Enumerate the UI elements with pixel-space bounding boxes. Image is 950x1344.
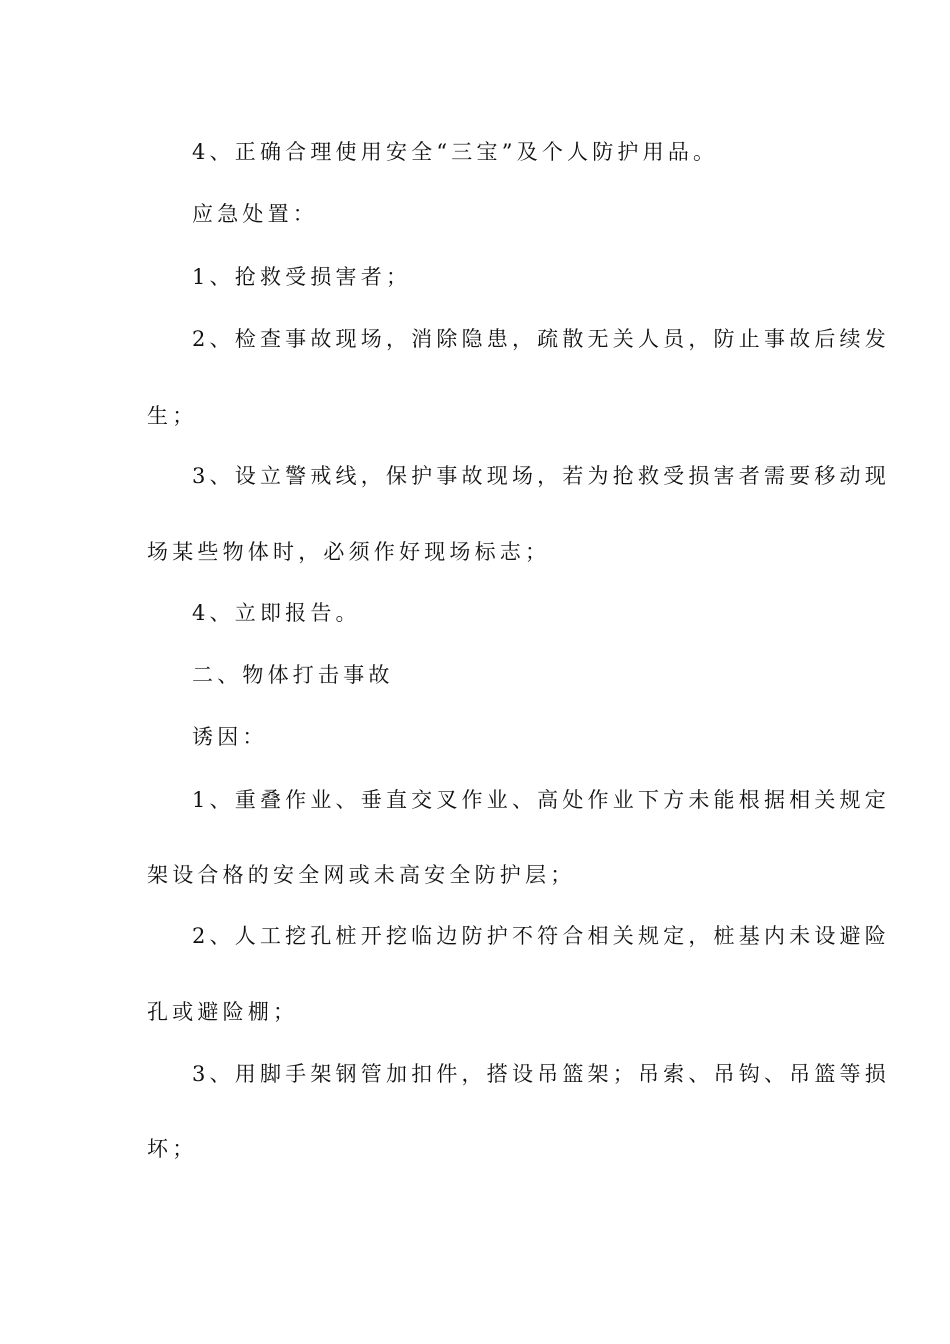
paragraph-line: 坏； xyxy=(147,1137,198,1161)
paragraph-line: 2、人工挖孔桩开挖临边防护不符合相关规定，桩基内未设避险 xyxy=(192,924,890,948)
paragraph-line: 3、用脚手架钢管加扣件，搭设吊篮架；吊索、吊钩、吊篮等损 xyxy=(192,1062,890,1086)
paragraph-line: 生； xyxy=(147,404,198,428)
paragraph-line: 3、设立警戒线，保护事故现场，若为抢救受损害者需要移动现 xyxy=(192,464,890,488)
paragraph-line: 架设合格的安全网或未高安全防护层； xyxy=(147,863,576,887)
paragraph-line: 4、正确合理使用安全“三宝”及个人防护用品。 xyxy=(192,140,719,164)
section-heading: 诱因： xyxy=(192,725,268,749)
section-heading: 二、物体打击事故 xyxy=(192,663,394,687)
paragraph-line: 1、抢救受损害者； xyxy=(192,265,412,289)
paragraph-line: 孔或避险棚； xyxy=(147,1000,299,1024)
paragraph-line: 场某些物体时，必须作好现场标志； xyxy=(147,540,551,564)
paragraph-line: 2、检查事故现场，消除隐患，疏散无关人员，防止事故后续发 xyxy=(192,327,890,351)
section-heading: 应急处置： xyxy=(192,202,318,226)
paragraph-line: 1、重叠作业、垂直交叉作业、高处作业下方未能根据相关规定 xyxy=(192,788,890,812)
paragraph-line: 4、立即报告。 xyxy=(192,601,361,625)
